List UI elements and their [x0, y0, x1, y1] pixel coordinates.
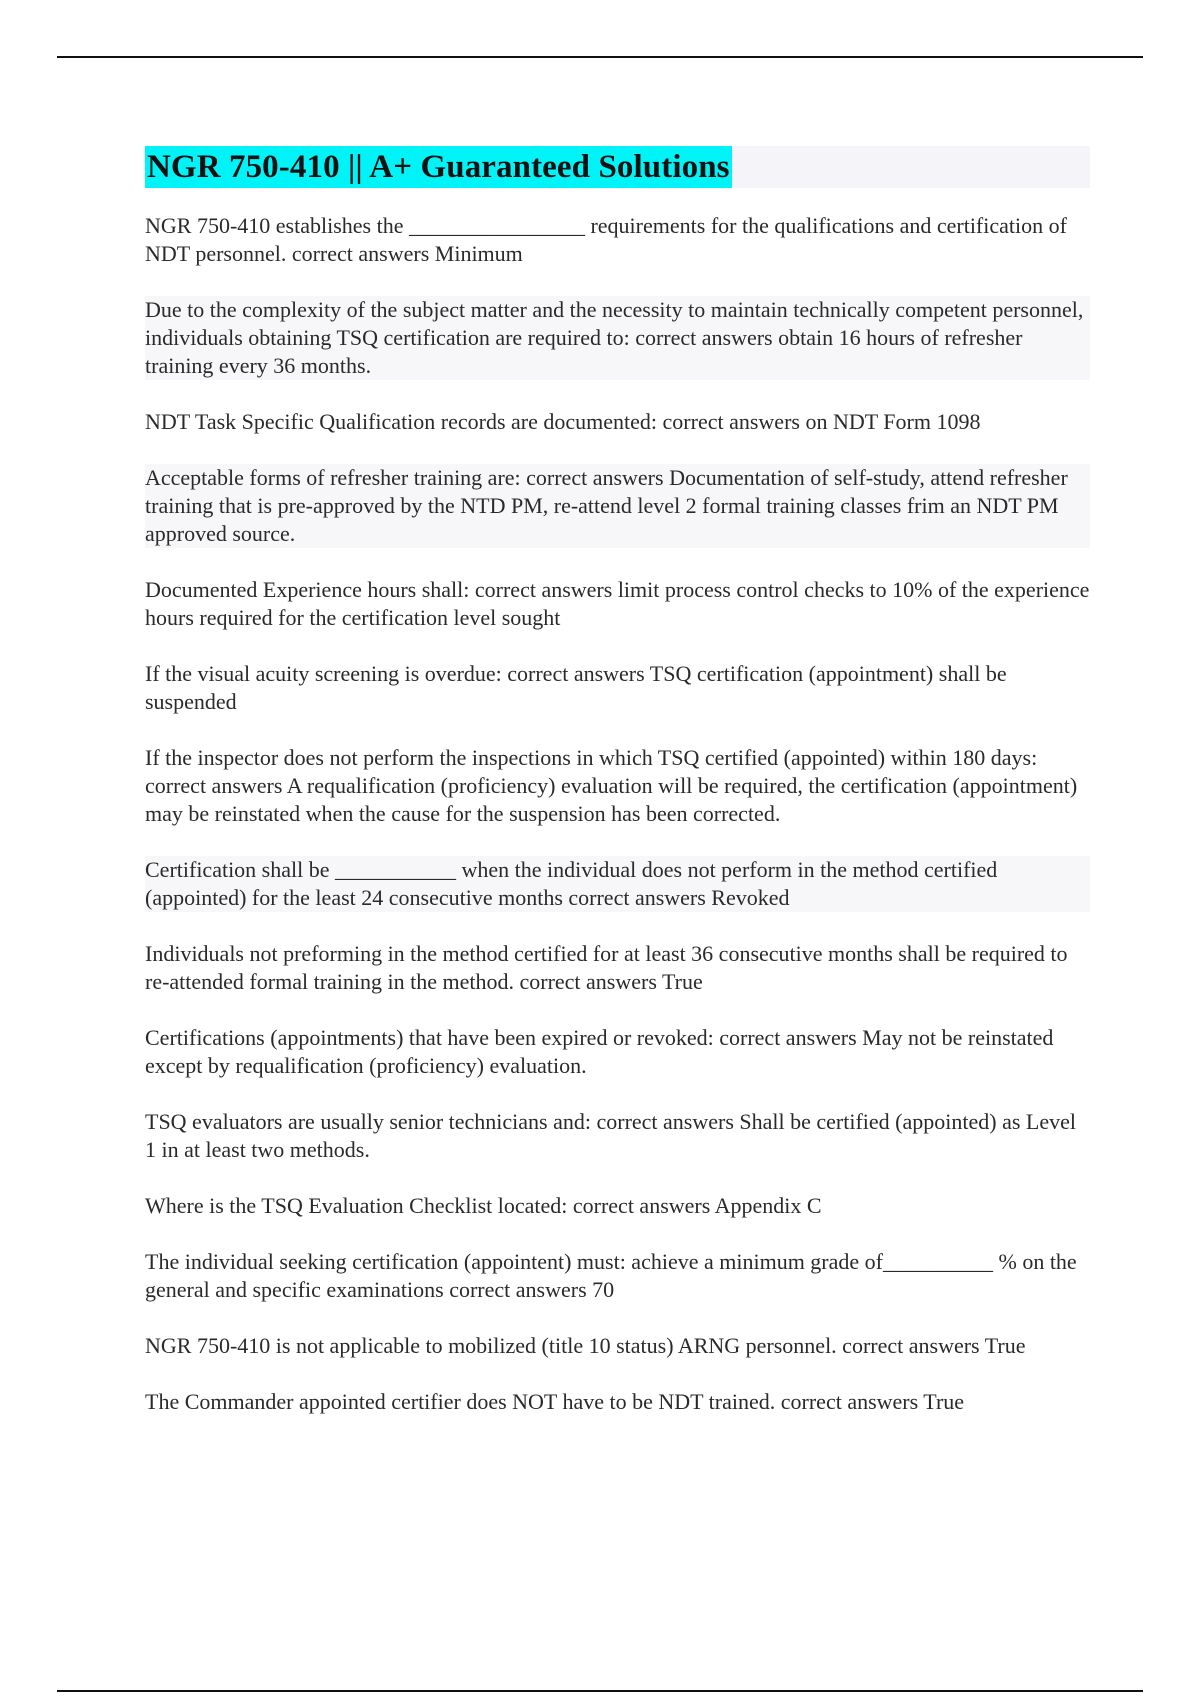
qa-list — [145, 212, 1090, 1416]
qa-item — [145, 856, 1090, 912]
qa-text: NGR 750-410 establishes the ________________ requirements for the qualifications and certification of NDT personnel. correct answers Minimum — [145, 213, 1067, 266]
qa-item — [145, 660, 1090, 716]
qa-text: TSQ evaluators are usually senior technicians and: correct answers Shall be certified (appointed) as Level 1 in at least two methods. — [145, 1109, 1076, 1162]
qa-text: Acceptable forms of refresher training are: correct answers Documentation of self-study, attend refresher training that is pre-approved by the NTD PM, re-attend level 2 formal training classes frim an NDT PM approved source. — [145, 465, 1068, 546]
qa-item — [145, 1192, 1090, 1220]
qa-item — [145, 940, 1090, 996]
qa-item — [145, 1108, 1090, 1164]
qa-item — [145, 1388, 1090, 1416]
bottom-rule — [57, 1690, 1143, 1692]
qa-text: If the inspector does not perform the inspections in which TSQ certified (appointed) within 180 days: correct answers A requalification (proficiency) evaluation will be required, the certification (appointment) may be reinstated when the cause for the suspension has been corrected. — [145, 745, 1078, 826]
qa-text: The individual seeking certification (appointent) must: achieve a minimum grade of__________ % on the general and specific examinations correct answers 70 — [145, 1249, 1077, 1302]
qa-item — [145, 212, 1090, 268]
qa-item — [145, 408, 1090, 436]
qa-item — [145, 744, 1090, 828]
title-band — [145, 146, 1090, 188]
qa-text: Due to the complexity of the subject matter and the necessity to maintain technically competent personnel, individuals obtaining TSQ certification are required to: correct answers obtain 16 hours of refresher training every 36 months. — [145, 297, 1084, 378]
qa-text: NGR 750-410 is not applicable to mobilized (title 10 status) ARNG personnel. correct answers True — [145, 1333, 1026, 1358]
document-body — [145, 146, 1090, 1444]
qa-text: Documented Experience hours shall: correct answers limit process control checks to 10% of the experience hours required for the certification level sought — [145, 577, 1090, 630]
qa-item — [145, 1024, 1090, 1080]
qa-text: If the visual acuity screening is overdue: correct answers TSQ certification (appointment) shall be suspended — [145, 661, 1007, 714]
qa-text: Where is the TSQ Evaluation Checklist located: correct answers Appendix C — [145, 1193, 822, 1218]
qa-text: Certifications (appointments) that have been expired or revoked: correct answers May not be reinstated except by requalification (proficiency) evaluation. — [145, 1025, 1054, 1078]
top-rule — [57, 56, 1143, 58]
qa-item — [145, 576, 1090, 632]
qa-item — [145, 1248, 1090, 1304]
qa-text: Certification shall be ___________ when the individual does not perform in the method certified (appointed) for the least 24 consecutive months correct answers Revoked — [145, 857, 998, 910]
qa-text: Individuals not preforming in the method certified for at least 36 consecutive months shall be required to re-attended formal training in the method. correct answers True — [145, 941, 1068, 994]
page-title: NGR 750-410 || A+ Guaranteed Solutions — [145, 146, 732, 188]
qa-item — [145, 296, 1090, 380]
qa-text: The Commander appointed certifier does NOT have to be NDT trained. correct answers True — [145, 1389, 965, 1414]
qa-text: NDT Task Specific Qualification records are documented: correct answers on NDT Form 1098 — [145, 409, 981, 434]
qa-item — [145, 1332, 1090, 1360]
qa-item — [145, 464, 1090, 548]
